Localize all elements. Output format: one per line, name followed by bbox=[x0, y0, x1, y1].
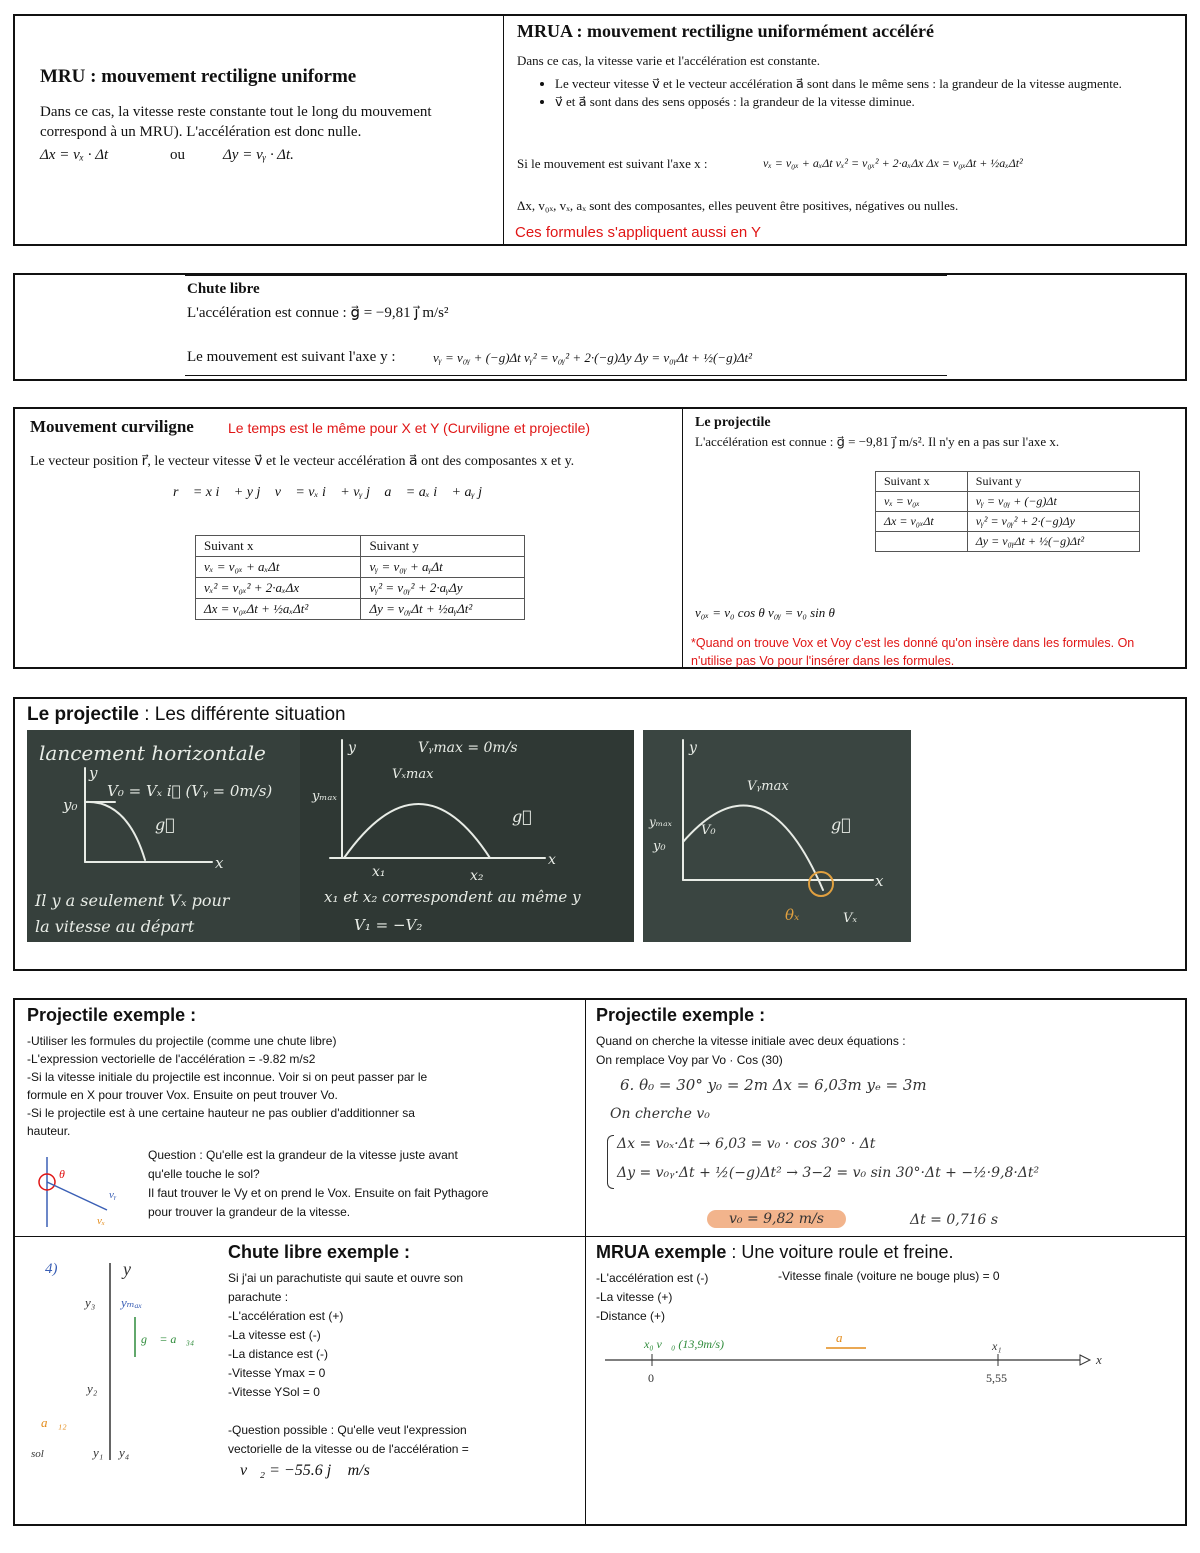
trajectory-curve bbox=[85, 802, 145, 860]
ex4-number-line bbox=[600, 1330, 1120, 1390]
ex4-title bbox=[596, 1242, 954, 1263]
sketch-a12: a⃗₁₂ bbox=[41, 1415, 67, 1430]
mru-equation-or: ou bbox=[170, 147, 185, 163]
ex4-title-bold: MRUA exemple bbox=[596, 1242, 727, 1262]
curviligne-table bbox=[195, 535, 525, 620]
ex1-line: formule en X pour trouver Vox. Ensuite on peut trouver Vo. bbox=[27, 1088, 338, 1102]
chute-acceleration: L'accélération est connue : g⃗ = −9,81 j⃗ m/s² bbox=[187, 305, 449, 321]
ex1-question-line: pour trouver la grandeur de la vitesse. bbox=[148, 1205, 351, 1219]
grid-vertical-divider bbox=[585, 1000, 586, 1526]
ex3-line: vectorielle de la vitesse ou de l'accélération = bbox=[228, 1442, 469, 1456]
sketch-vy: vᵧ bbox=[109, 1189, 117, 1201]
table-header: Suivant y bbox=[967, 472, 1139, 492]
photo2-vmax: Vₓmax bbox=[392, 767, 434, 782]
grid-horizontal-divider bbox=[15, 1236, 1187, 1237]
sketch-vector bbox=[47, 1182, 107, 1210]
curviligne-text: Le vecteur position r⃗, le vecteur vitesse v⃗ et le vecteur accélération a⃗ ont des composantes x et y. bbox=[30, 454, 575, 469]
photo2-top: Vᵧmax = 0m/s bbox=[418, 740, 518, 756]
situations-title-rest: : Les différente situation bbox=[138, 704, 346, 725]
ex4-line: -La vitesse (+) bbox=[596, 1290, 673, 1304]
table-cell: vᵧ = v₀ᵧ + aᵧΔt bbox=[361, 557, 525, 578]
photo3-y: y bbox=[689, 740, 697, 756]
table-cell bbox=[876, 532, 968, 552]
chalkboard-drawing bbox=[27, 730, 305, 942]
ex2-handwritten-find: On cherche v₀ bbox=[610, 1106, 710, 1122]
situations-title bbox=[27, 704, 346, 726]
sketch-ymax: yₘₐₓ bbox=[121, 1295, 143, 1310]
photo1-note-1: Il y a seulement Vₓ pour bbox=[35, 891, 230, 910]
photo2-y: y bbox=[348, 740, 356, 756]
photo3-vmax: Vᵧmax bbox=[747, 779, 789, 794]
photo3-theta: θₓ bbox=[785, 906, 800, 924]
table-header: Suivant x bbox=[876, 472, 968, 492]
table-cell: vₓ² = v₀ₓ² + 2·aₓΔx bbox=[196, 578, 361, 599]
mrua-title: MRUA : mouvement rectiligne uniformément accéléré bbox=[517, 21, 935, 41]
panel-divider bbox=[682, 409, 683, 669]
ex1-line: hauteur. bbox=[27, 1124, 71, 1138]
ex3-line: -La distance est (-) bbox=[228, 1347, 329, 1361]
ex1-sketch bbox=[37, 1152, 137, 1232]
photo1-y0: y₀ bbox=[63, 796, 78, 814]
ex3-line: -L'accélération est (+) bbox=[228, 1309, 344, 1323]
ex2-handwritten-data: 6. θ₀ = 30° y₀ = 2m Δx = 6,03m yₑ = 3m bbox=[620, 1076, 927, 1094]
photo2-x: x bbox=[548, 852, 556, 868]
photo1-label: lancement horizontale bbox=[39, 741, 266, 765]
ex3-sketch bbox=[23, 1245, 233, 1515]
examples-panel bbox=[13, 998, 1187, 1526]
photo3-y0: y₀ bbox=[653, 839, 666, 854]
mru-equation-x: Δx = vₓ · Δt bbox=[40, 147, 109, 163]
sketch-vx: vₓ bbox=[97, 1215, 106, 1227]
chute-formulas: vᵧ = v₀ᵧ + (−g)Δt vᵧ² = v₀ᵧ² + 2·(−g)Δy Δy = v₀ᵧΔt + ½(−g)Δt² bbox=[433, 350, 753, 365]
sketch-number: 4) bbox=[45, 1261, 58, 1277]
chalkboard-drawing bbox=[643, 730, 911, 942]
mrua-components: Δx, v₀ₓ, vₓ, aₓ sont des composantes, elles peuvent être positives, négatives ou nulles. bbox=[517, 198, 959, 213]
sketch-g: g⃗ = a⃗₃₄ bbox=[141, 1332, 195, 1346]
projectile-note: *Quand on trouve Vox et Voy c'est les donné qu'on insère dans les formules. On n'utilise pas Vo pour l'insérer dans les formules. bbox=[691, 636, 1135, 668]
ex2-delta-t: Δt = 0,716 s bbox=[910, 1212, 999, 1228]
ex1-question-line: Il faut trouver le Vy et on prend le Vox. Ensuite on fait Pythagore bbox=[148, 1186, 489, 1200]
ex1-question bbox=[148, 1146, 488, 1222]
mru-equation-y: Δy = vᵧ · Δt. bbox=[223, 147, 294, 163]
table-cell: Δx = v₀ₓΔt bbox=[876, 512, 968, 532]
table-cell: Δy = v₀ᵧΔt + ½(−g)Δt² bbox=[967, 532, 1139, 552]
mrua-bullets bbox=[517, 74, 1177, 112]
ex3-title: Chute libre exemple : bbox=[228, 1242, 411, 1262]
sketch-theta: θ bbox=[59, 1167, 65, 1181]
ex1-title: Projectile exemple : bbox=[27, 1005, 197, 1025]
table-cell: vₓ = v₀ₓ + aₓΔt bbox=[196, 557, 361, 578]
table-cell: Δy = v₀ᵧΔt + ½aᵧΔt² bbox=[361, 599, 525, 620]
ex4-zero-label: 0 bbox=[648, 1371, 654, 1385]
projectile-table bbox=[875, 471, 1140, 552]
chalkboard-photo-symmetric bbox=[300, 730, 634, 942]
ex4-x1-label: x₁ bbox=[992, 1339, 1002, 1353]
mru-text-1: Dans ce cas, la vitesse reste constante tout le long du mouvement bbox=[40, 104, 432, 120]
sketch-y4: y₄ bbox=[119, 1445, 130, 1460]
photo3-ymax: yₘₐₓ bbox=[649, 815, 672, 829]
chute-title: Chute libre bbox=[187, 281, 260, 297]
ex4-a-label: a⃗ bbox=[836, 1330, 853, 1345]
sketch-y: y bbox=[123, 1259, 131, 1279]
table-cell: vᵧ = v₀ᵧ + (−g)Δt bbox=[967, 492, 1139, 512]
photo2-equation: V₁ = −V₂ bbox=[354, 916, 423, 934]
trajectory-curve bbox=[344, 804, 490, 858]
ex1-text bbox=[27, 1032, 427, 1140]
ex3-line: -Question possible : Qu'elle veut l'expression bbox=[228, 1423, 467, 1437]
photo3-vf: Vₓ bbox=[843, 911, 858, 926]
ex4-right-note: -Vitesse finale (voiture ne bouge plus) = 0 bbox=[778, 1269, 1000, 1283]
situations-panel bbox=[13, 697, 1187, 971]
ex3-line bbox=[228, 1402, 469, 1421]
sketch-sol: sol bbox=[31, 1448, 44, 1460]
ex1-line: -Si la vitesse initiale du projectile est inconnue. Voir si on peut passer par le bbox=[27, 1070, 428, 1084]
ex1-question-line: qu'elle touche le sol? bbox=[148, 1167, 260, 1181]
situations-title-bold: Le projectile bbox=[27, 704, 139, 725]
ex2-text bbox=[596, 1032, 906, 1070]
sketch-y2: y₂ bbox=[87, 1381, 98, 1396]
sketch-y1: y₁ bbox=[93, 1445, 104, 1460]
ex1-line: -Utiliser les formules du projectile (comme une chute libre) bbox=[27, 1034, 337, 1048]
ex4-end-label: 5,55 bbox=[986, 1371, 1007, 1385]
projectile-components: v₀ₓ = v₀ cos θ v₀ᵧ = v₀ sin θ bbox=[695, 605, 835, 620]
curviligne-panel bbox=[13, 407, 1187, 669]
ex3-text bbox=[228, 1269, 469, 1459]
axis-arrowhead bbox=[1080, 1355, 1090, 1365]
mru-text-2: correspond à un MRU). L'accélération est donc nulle. bbox=[40, 124, 362, 140]
ex1-question-line: Question : Qu'elle est la grandeur de la vitesse juste avant bbox=[148, 1148, 458, 1162]
photo1-y: y bbox=[89, 764, 98, 782]
curviligne-vectors: r⃗ = x i⃗ + y j⃗ v⃗ = vₓ i⃗ + vᵧ j⃗ a⃗ = aₓ i⃗ + aᵧ j⃗ bbox=[173, 485, 493, 500]
photo1-g: g⃗ bbox=[155, 815, 175, 834]
ex3-line: -Vitesse Ymax = 0 bbox=[228, 1366, 326, 1380]
table-header: Suivant y bbox=[361, 536, 525, 557]
photo2-ymax: yₘₐₓ bbox=[312, 789, 337, 804]
ex3-line: -La vitesse est (-) bbox=[228, 1328, 321, 1342]
ex2-title: Projectile exemple : bbox=[596, 1005, 766, 1025]
ex3-line: -Vitesse YSol = 0 bbox=[228, 1385, 320, 1399]
mrua-bullet-1: • Le vecteur vitesse v⃗ et le vecteur accélération a⃗ sont dans le même sens : la grandeur de la vitesse augmente. bbox=[555, 76, 1177, 92]
table-header: Suivant x bbox=[196, 536, 361, 557]
mrua-axis-line: Si le mouvement est suivant l'axe x : bbox=[517, 156, 708, 171]
mrua-formulas: vₓ = v₀ₓ + aₓΔt vₓ² = v₀ₓ² + 2·aₓΔx Δx = v₀ₓΔt + ½aₓΔt² bbox=[763, 156, 1023, 170]
mrua-note: Ces formules s'appliquent aussi en Y bbox=[515, 224, 762, 241]
photo2-note: x₁ et x₂ correspondent au même y bbox=[324, 888, 581, 906]
photo1-x: x bbox=[215, 854, 224, 872]
chute-inner-line-bottom bbox=[185, 375, 947, 376]
mrua-bullet-2: • v⃗ et a⃗ sont dans des sens opposés : la grandeur de la vitesse diminue. bbox=[555, 94, 1177, 110]
curviligne-title: Mouvement curviligne bbox=[30, 417, 194, 436]
ex3-answer: v⃗₂ = −55.6 j⃗ m/s bbox=[240, 1462, 370, 1479]
ex2-line: On remplace Voy par Vo · Cos (30) bbox=[596, 1053, 783, 1067]
chute-axis-line: Le mouvement est suivant l'axe y : bbox=[187, 349, 396, 365]
chalkboard-photo-elevated bbox=[643, 730, 911, 942]
ex1-line: -Si le projectile est à une certaine hauteur ne pas oublier d'additionner sa bbox=[27, 1106, 415, 1120]
ex4-line: -Distance (+) bbox=[596, 1309, 666, 1323]
ex2-answer-highlight: v₀ = 9,82 m/s bbox=[707, 1210, 846, 1228]
ex4-line: -L'accélération est (-) bbox=[596, 1271, 709, 1285]
sketch-y3: y₃ bbox=[85, 1295, 96, 1310]
ex3-line: parachute : bbox=[228, 1290, 289, 1304]
projectile-acceleration: L'accélération est connue : g⃗ = −9,81 j⃗ m/s². Il n'y en a pas sur l'axe x. bbox=[695, 434, 1060, 449]
table-cell: vᵧ² = v₀ᵧ² + 2·(−g)Δy bbox=[967, 512, 1139, 532]
panel-divider bbox=[503, 16, 504, 246]
ex4-x0-label: x₀ v⃗₀ (13,9m/s) bbox=[644, 1337, 724, 1351]
ex3-line: Si j'ai un parachutiste qui saute et ouvre son bbox=[228, 1271, 464, 1285]
chalkboard-drawing bbox=[300, 730, 634, 942]
table-cell: vₓ = v₀ₓ bbox=[876, 492, 968, 512]
chalkboard-photo-horizontal bbox=[27, 730, 305, 942]
ex1-line: -L'expression vectorielle de l'accélération = -9.82 m/s2 bbox=[27, 1052, 316, 1066]
photo2-x2: x₂ bbox=[470, 868, 484, 884]
photo3-v0: V₀ bbox=[701, 823, 716, 838]
ex2-handwritten-eq2: Δy = v₀ᵧ·Δt + ½(−g)Δt² → 3−2 = v₀ sin 30°·Δt + −½·9,8·Δt² bbox=[617, 1165, 1040, 1181]
ex2-handwritten-eq1: Δx = v₀ₓ·Δt → 6,03 = v₀ · cos 30° · Δt bbox=[617, 1136, 876, 1152]
ex4-text bbox=[596, 1269, 708, 1326]
ex2-brace bbox=[607, 1135, 614, 1189]
curviligne-note: Le temps est le même pour X et Y (Curviligne et projectile) bbox=[228, 420, 591, 436]
trajectory-curve bbox=[683, 806, 823, 890]
photo1-note-2: la vitesse au départ bbox=[35, 917, 195, 936]
table-cell: vᵧ² = v₀ᵧ² + 2·aᵧΔy bbox=[361, 578, 525, 599]
photo3-x: x bbox=[875, 872, 884, 890]
photo2-g: g⃗ bbox=[512, 807, 532, 826]
ex4-x-label: x bbox=[1096, 1352, 1102, 1367]
photo1-equation: V₀ = Vₓ i⃗ (Vᵧ = 0m/s) bbox=[107, 782, 273, 800]
chute-inner-line bbox=[185, 275, 947, 276]
projectile-title: Le projectile bbox=[695, 415, 771, 430]
table-cell: Δx = v₀ₓΔt + ½aₓΔt² bbox=[196, 599, 361, 620]
mru-mrua-panel bbox=[13, 14, 1187, 246]
photo2-x1: x₁ bbox=[372, 864, 386, 880]
photo3-g: g⃗ bbox=[831, 815, 851, 834]
chute-libre-panel bbox=[13, 273, 1187, 381]
mrua-intro: Dans ce cas, la vitesse varie et l'accélération est constante. bbox=[517, 53, 821, 68]
ex2-line: Quand on cherche la vitesse initiale avec deux équations : bbox=[596, 1034, 906, 1048]
ex4-title-rest: : Une voiture roule et freine. bbox=[726, 1242, 954, 1262]
mru-title: MRU : mouvement rectiligne uniforme bbox=[40, 66, 357, 87]
